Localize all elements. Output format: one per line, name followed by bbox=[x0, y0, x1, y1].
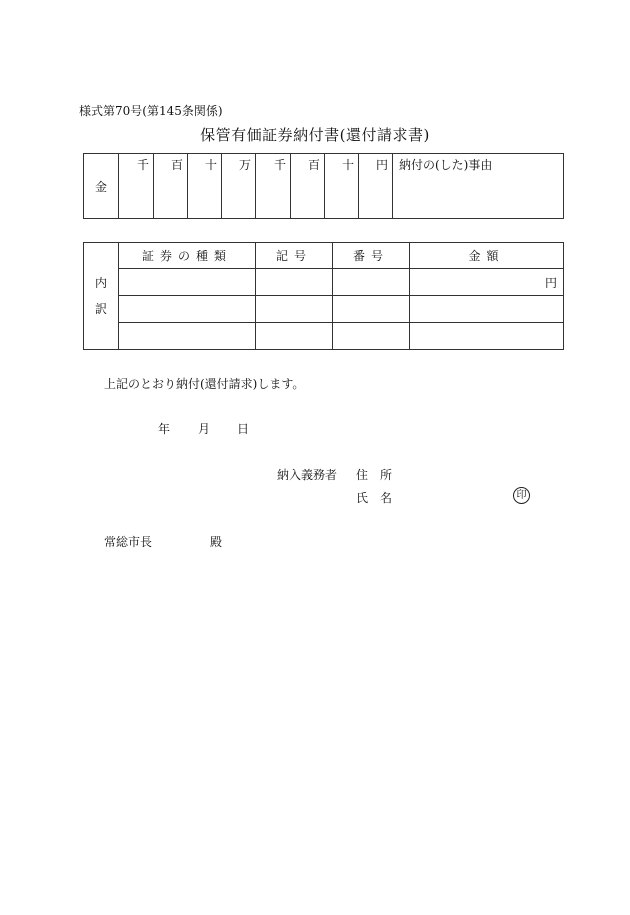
breakdown-label-1: 内 bbox=[94, 276, 107, 290]
form-reference: 様式第70号(第145条関係) bbox=[79, 104, 223, 118]
security-type-cell[interactable] bbox=[119, 296, 256, 323]
amount-cell[interactable]: 円 bbox=[410, 269, 564, 296]
security-type-cell[interactable] bbox=[119, 323, 256, 350]
table-row bbox=[84, 323, 564, 350]
statement-text: 上記のとおり納付(還付請求)します。 bbox=[104, 377, 305, 391]
header-amount: 金額 bbox=[410, 243, 564, 269]
amount-cell[interactable] bbox=[410, 323, 564, 350]
table-row bbox=[84, 269, 564, 296]
digit-ten[interactable]: 十 bbox=[325, 154, 359, 219]
mayor-label: 常総市長 bbox=[104, 535, 153, 549]
date-year-label: 年 bbox=[158, 422, 171, 436]
breakdown-label-2: 訳 bbox=[94, 302, 107, 316]
header-security-type: 証券の種類 bbox=[119, 243, 256, 269]
digit-ten-man[interactable]: 十 bbox=[188, 154, 222, 219]
security-type-cell[interactable] bbox=[119, 269, 256, 296]
seal-icon: 印 bbox=[513, 487, 530, 504]
digit-hundred-man[interactable]: 百 bbox=[154, 154, 188, 219]
number-cell[interactable] bbox=[333, 296, 410, 323]
digit-hundred[interactable]: 百 bbox=[291, 154, 325, 219]
symbol-cell[interactable] bbox=[256, 269, 333, 296]
amount-table bbox=[83, 153, 564, 219]
table-row bbox=[84, 296, 564, 323]
breakdown-label bbox=[84, 243, 119, 350]
detail-table bbox=[83, 242, 564, 350]
digit-thousand-man[interactable]: 千 bbox=[119, 154, 154, 219]
header-symbol: 記号 bbox=[256, 243, 333, 269]
document-title: 保管有価証券納付書(還付請求書) bbox=[200, 126, 430, 144]
amount-label: 金 bbox=[84, 154, 119, 219]
symbol-cell[interactable] bbox=[256, 323, 333, 350]
digit-thousand[interactable]: 千 bbox=[256, 154, 291, 219]
payment-reason-field[interactable]: 納付の(した)事由 bbox=[393, 154, 564, 219]
honorific-label: 殿 bbox=[210, 535, 223, 549]
date-day-label: 日 bbox=[237, 422, 250, 436]
obligor-label: 納入義務者 bbox=[277, 468, 338, 482]
amount-cell[interactable] bbox=[410, 296, 564, 323]
digit-man[interactable]: 万 bbox=[222, 154, 256, 219]
name-label: 氏 名 bbox=[356, 491, 393, 505]
number-cell[interactable] bbox=[333, 323, 410, 350]
symbol-cell[interactable] bbox=[256, 296, 333, 323]
date-month-label: 月 bbox=[198, 422, 211, 436]
number-cell[interactable] bbox=[333, 269, 410, 296]
digit-yen[interactable]: 円 bbox=[359, 154, 393, 219]
address-label: 住 所 bbox=[356, 468, 393, 482]
header-number: 番号 bbox=[333, 243, 410, 269]
